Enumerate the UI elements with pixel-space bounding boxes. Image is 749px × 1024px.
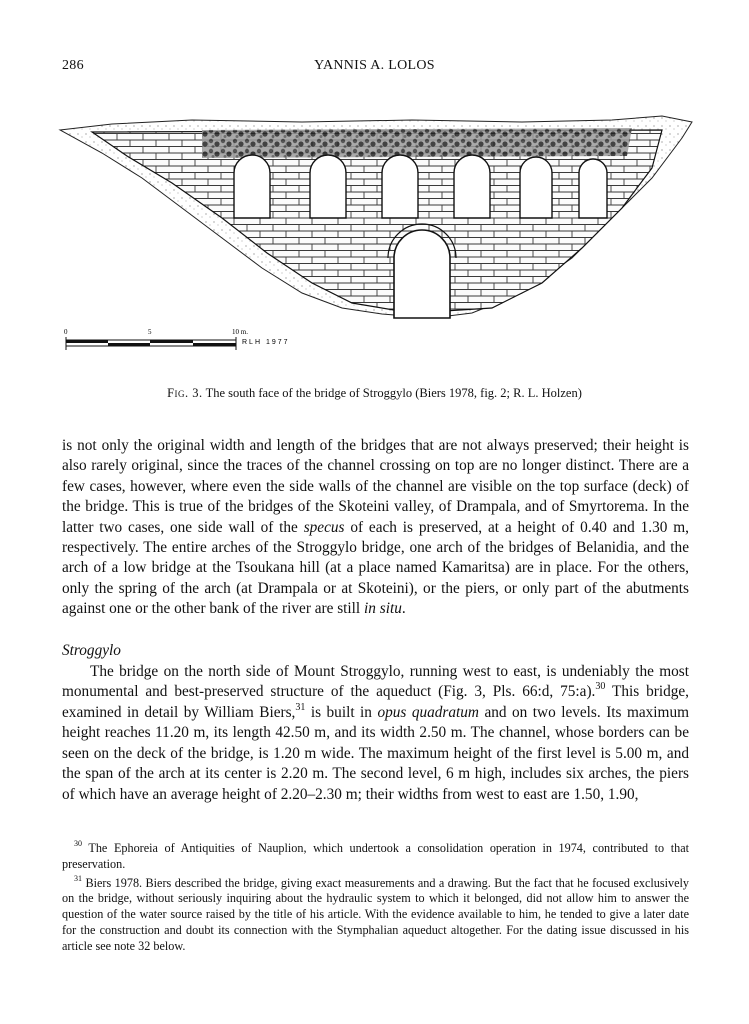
footnote-ref-30[interactable]: 30 [595, 681, 606, 693]
figure-caption [40, 386, 709, 401]
footnote-31: $^{31}$ Biers 1978. Biers described the bridge, giving exact measurements and a drawing. But the fact that he focused exclusively on the bridge, without seriously inquiring about the hydraulic system to which it belonged, did not allow him to answer the question of the water source raised by the title of his article. With the evidence available to him, he tended to give a later date for the construction and doubt its connection with the Stymphalian aqueduct altogether. For the dating issue discussed in his article see note 32 below. [62, 873, 689, 953]
bridge-drawing [52, 108, 697, 358]
running-head: YANNIS A. LOLOS [314, 58, 435, 73]
upper-arch-5 [520, 157, 552, 218]
running-header [62, 58, 687, 78]
footnote-number: 30 [74, 838, 82, 848]
paragraph-continued: is not only the original width and length of the bridges that are not always preserved; their height is also rarely original, since the traces of the channel crossing on top are no longer distinct. There are a few cases, however, where even the side walls of the channel are visible on the top surface (deck) of the bridge. This is true of the bridges of the Skoteini valley, of Drampala, and of Smyrtorema. In the latter two cases, one side wall of the specus of each is preserved, at a height of 0.40 and 1.30 m, respectively. The entire arches of the Stroggylo bridge, one arch of the bridges of Belanidia, and the arch of a low bridge at the Tsoukana hill (at a place named Kamaritsa) are in place. For the others, only the spring of the arch (at Drampala or at Skoteini), or the piers, or only part of the abutments against one or the other bank of the river are still in situ. [62, 437, 689, 618]
scale-label-10: 10 m. [232, 328, 248, 336]
upper-arch-3 [382, 155, 418, 218]
caption-text: The south face of the bridge of Stroggylo (Biers 1978, fig. 2; R. L. Holzen) [205, 386, 582, 400]
paragraph-stroggylo: The bridge on the north side of Mount Stroggylo, running west to east, is undeniably the most monumental and best-preserved structure of the aqueduct (Fig. 3, Pls. 66:d, 75:a).$^{30}$ This bridge, examined in detail by William Biers,$^{31}$ is built in opus quadratum and on two levels. Its maximum height reaches 11.20 m, its length 42.50 m, and its width 2.50 m. The channel, whose borders can be seen on the deck of the bridge, is 1.20 m wide. The maximum height of the first level is 5.00 m, and the span of the arch at its center is 2.20 m. The second level, 6 m high, includes six arches, the piers of which have an average height of 2.20–2.30 m; their widths from west to east are 1.50, 1.90, [62, 663, 689, 803]
caption-label: Fig. 3. [167, 386, 203, 400]
section-subheading: Stroggylo [62, 641, 121, 659]
footnote-ref-31[interactable]: 31 [295, 701, 306, 713]
scale-label-0: 0 [64, 328, 68, 336]
bridge-masonry [92, 130, 662, 313]
upper-arch-1 [234, 155, 270, 218]
footnote-number: 31 [74, 873, 82, 883]
upper-arch-4 [454, 155, 490, 218]
bridge-figure [52, 108, 697, 358]
body-text [62, 436, 689, 805]
footnote-30: $^{30}$ The Ephoreia of Antiquities of Nauplion, which undertook a consolidation operation in 1974, contributed to that preservation. [62, 838, 690, 871]
page-number: 286 [62, 58, 84, 73]
scale-label-5: 5 [148, 328, 152, 336]
scale-bar [64, 328, 290, 350]
deck-rubble [202, 128, 632, 158]
upper-arch-6 [579, 159, 607, 218]
upper-arch-2 [310, 155, 346, 218]
footnotes [62, 838, 690, 958]
drawing-signature: RLH 1977 [242, 339, 290, 346]
lower-arch [394, 230, 450, 318]
